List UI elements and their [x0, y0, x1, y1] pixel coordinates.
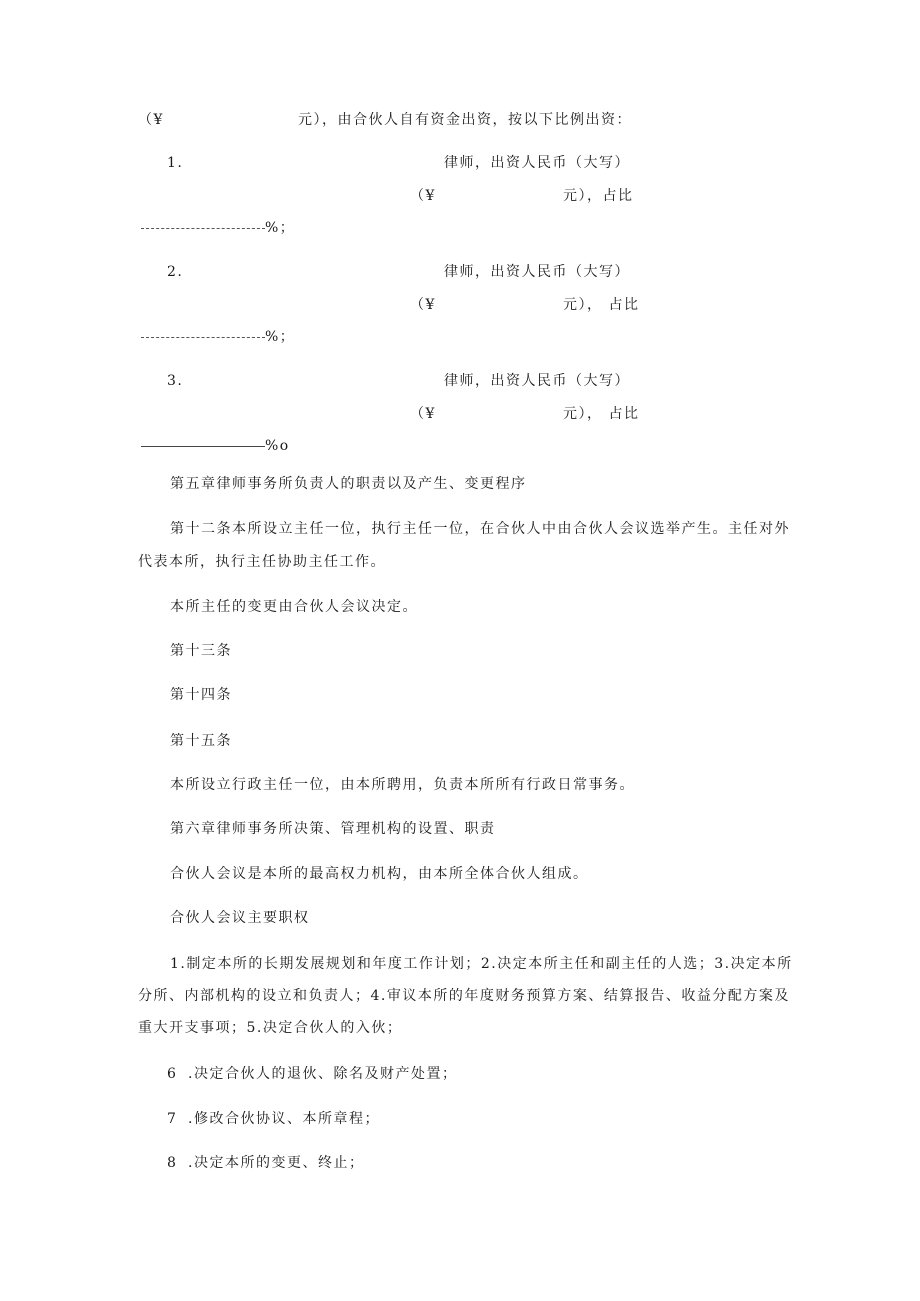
item-7-text: .修改合伙协议、本所章程； [188, 1111, 380, 1127]
partner-1-num: 1. [167, 155, 184, 171]
partner-2-lawyer: 律师，出资人民币（大写） [444, 264, 630, 280]
item-8-num: 8 [167, 1155, 178, 1171]
partner-2-yen: （¥ [410, 297, 436, 313]
powers-line-1: 1.制定本所的长期发展规划和年度工作计划；2.决定本所主任和副主任的人选；3.决定本所 [170, 956, 793, 972]
powers-line-3: 重大开支事项；5.决定合伙人的入伙； [138, 1020, 403, 1036]
article-13: 第十三条 [170, 643, 232, 659]
chapter-6-title: 第六章律师事务所决策、管理机构的设置、职责 [170, 821, 496, 837]
partner-3-yuan: 元）， 占比 [563, 406, 640, 422]
partner-3-blank-line [141, 446, 265, 447]
chapter-5-title: 第五章律师事务所负责人的职责以及产生、变更程序 [170, 476, 527, 492]
powers-line-2: 分所、内部机构的设立和负责人；4.审议本所的年度财务预算方案、结算报告、收益分配方案及 [138, 988, 790, 1004]
article-12-line-1: 第十二条本所设立主任一位，执行主任一位，在合伙人中由合伙人会议选举产生。主任对外 [170, 521, 790, 537]
article-15: 第十五条 [170, 733, 232, 749]
partner-1-percent: %； [265, 220, 296, 236]
partner-1-lawyer: 律师，出资人民币（大写） [444, 155, 630, 171]
partner-3-num: 3. [167, 373, 184, 389]
powers-title: 合伙人会议主要职权 [170, 910, 310, 926]
partner-2-percent: %； [265, 329, 296, 345]
partner-1-yuan: 元），占比 [563, 188, 634, 204]
partner-3-percent: %o [265, 438, 290, 454]
partner-3-lawyer: 律师，出资人民币（大写） [444, 373, 630, 389]
item-6-text: .决定合伙人的退伙、除名及财产处置； [188, 1066, 458, 1082]
intro-yen: （¥ [138, 112, 164, 128]
partner-3-yen: （¥ [410, 406, 436, 422]
article-14: 第十四条 [170, 687, 232, 703]
partner-2-num: 2. [167, 264, 184, 280]
partner-2-blank-line [141, 337, 265, 338]
article-12-line-2: 代表本所，执行主任协助主任工作。 [138, 554, 386, 570]
item-7-num: 7 [167, 1111, 178, 1127]
partner-2-yuan: 元）， 占比 [563, 297, 640, 313]
partner-1-yen: （¥ [410, 188, 436, 204]
intro-yuan-text: 元），由合伙人自有资金出资，按以下比例出资： [298, 112, 632, 128]
item-8-text: .决定本所的变更、终止； [188, 1155, 365, 1171]
admin-director: 本所设立行政主任一位，由本所聘用，负责本所所有行政日常事务。 [170, 777, 635, 793]
partners-meeting: 合伙人会议是本所的最高权力机构，由本所全体合伙人组成。 [170, 866, 589, 882]
partner-1-blank-line [141, 228, 265, 229]
item-6-num: 6 [167, 1066, 178, 1082]
director-change: 本所主任的变更由合伙人会议决定。 [170, 599, 418, 615]
